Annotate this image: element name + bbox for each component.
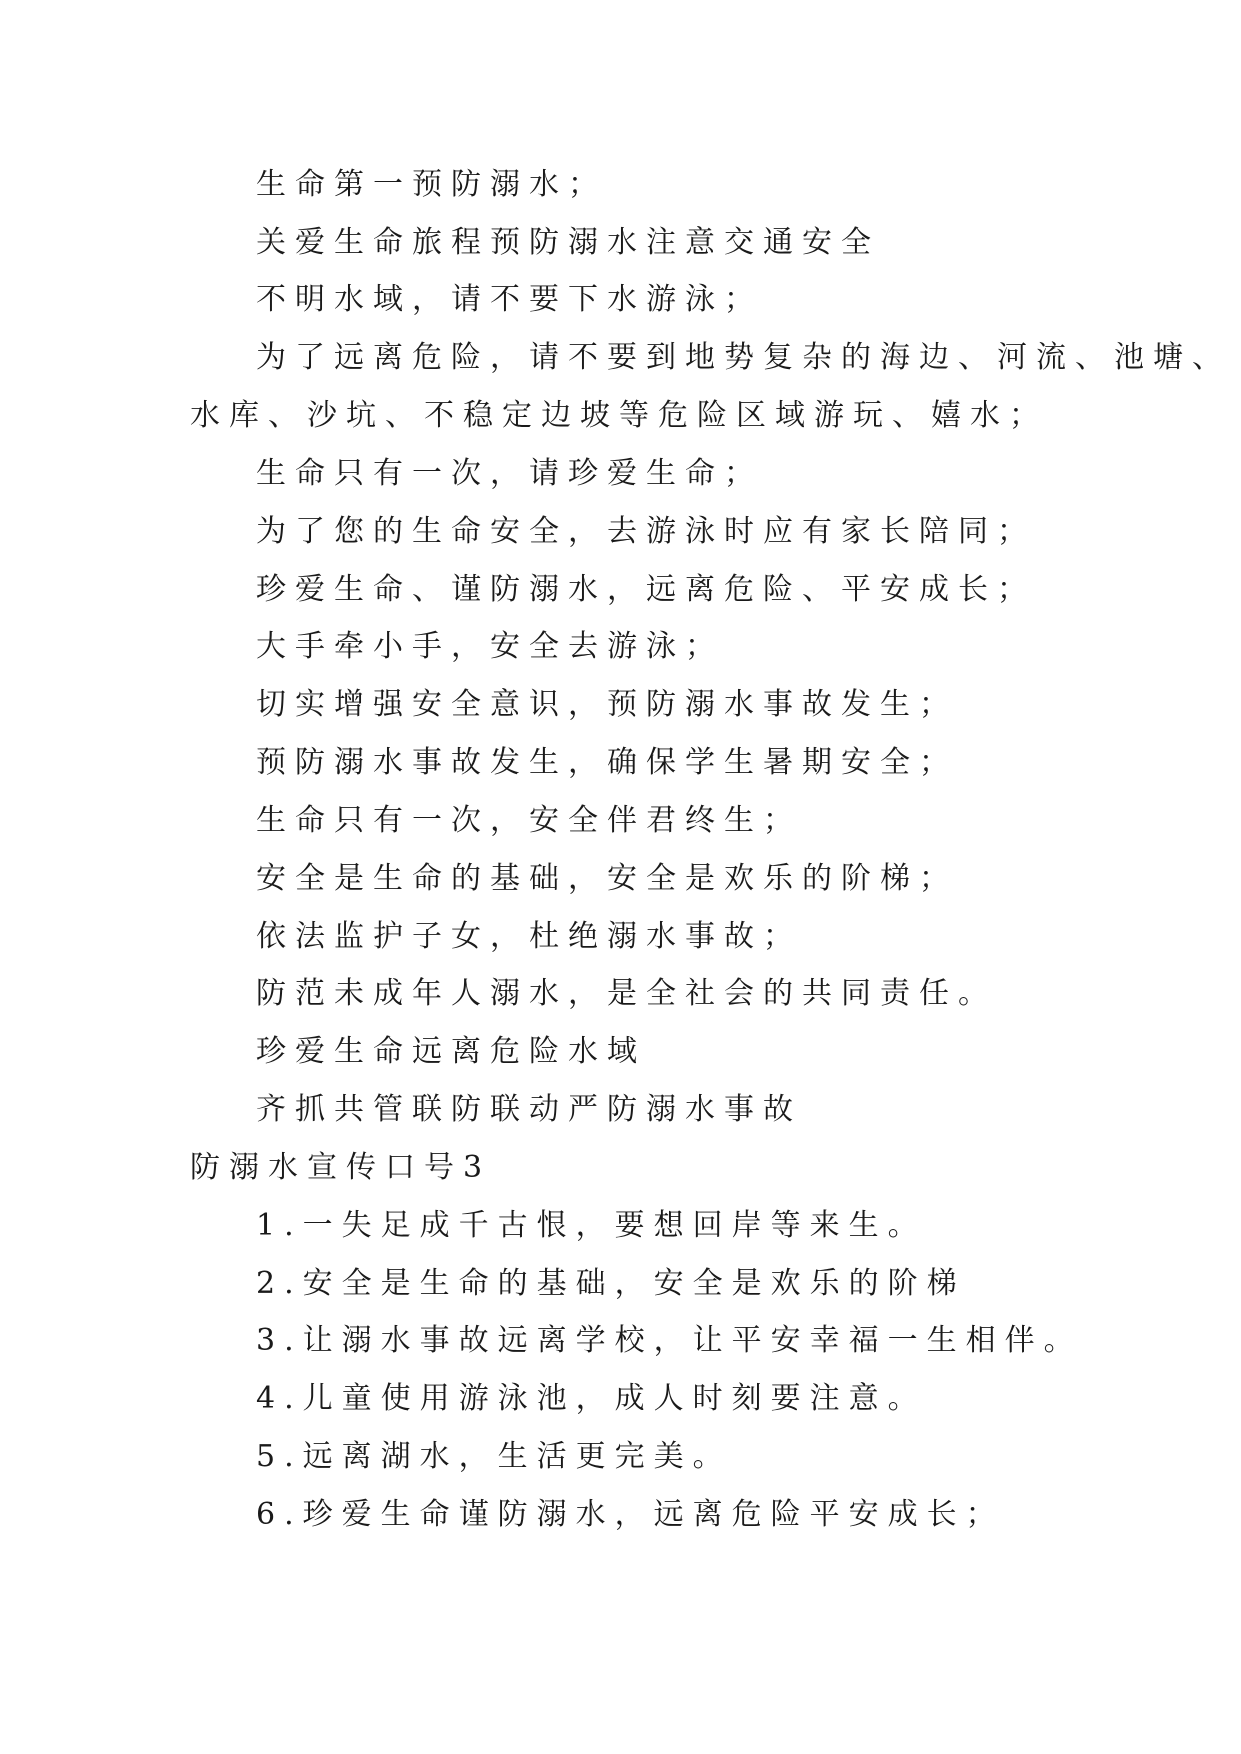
text-line: 珍爱生命、谨防溺水，远离危险、平安成长； <box>256 572 1036 607</box>
text-line: 为了您的生命安全，去游泳时应有家长陪同； <box>256 514 1036 549</box>
text-line: 预防溺水事故发生，确保学生暑期安全； <box>256 745 958 780</box>
numbered-item: 1.一失足成千古恨，要想回岸等来生。 <box>256 1208 927 1243</box>
text-line: 生命只有一次，请珍爱生命； <box>256 456 763 491</box>
text-line: 安全是生命的基础，安全是欢乐的阶梯； <box>256 861 958 896</box>
text-line: 防范未成年人溺水，是全社会的共同责任。 <box>256 976 997 1011</box>
numbered-item: 3.让溺水事故远离学校，让平安幸福一生相伴。 <box>256 1323 1083 1358</box>
text-line: 生命第一预防溺水； <box>256 167 607 202</box>
section-heading: 防溺水宣传口号3 <box>190 1150 492 1185</box>
numbered-item: 4.儿童使用游泳池，成人时刻要注意。 <box>256 1381 927 1416</box>
text-line: 珍爱生命远离危险水域 <box>256 1034 646 1069</box>
text-line: 生命只有一次，安全伴君终生； <box>256 803 802 838</box>
text-line: 关爱生命旅程预防溺水注意交通安全 <box>256 225 880 260</box>
text-line: 水库、沙坑、不稳定边坡等危险区域游玩、嬉水； <box>190 398 1048 433</box>
text-line: 齐抓共管联防联动严防溺水事故 <box>256 1092 802 1127</box>
text-line: 依法监护子女，杜绝溺水事故； <box>256 919 802 954</box>
text-line: 大手牵小手，安全去游泳； <box>256 629 724 664</box>
text-line: 不明水域，请不要下水游泳； <box>256 282 763 317</box>
text-line: 为了远离危险，请不要到地势复杂的海边、河流、池塘、 <box>256 340 1231 375</box>
text-line: 切实增强安全意识，预防溺水事故发生； <box>256 687 958 722</box>
numbered-item: 6.珍爱生命谨防溺水，远离危险平安成长； <box>256 1497 1005 1532</box>
numbered-item: 5.远离湖水，生活更完美。 <box>256 1439 732 1474</box>
numbered-item: 2.安全是生命的基础，安全是欢乐的阶梯 <box>256 1266 966 1301</box>
